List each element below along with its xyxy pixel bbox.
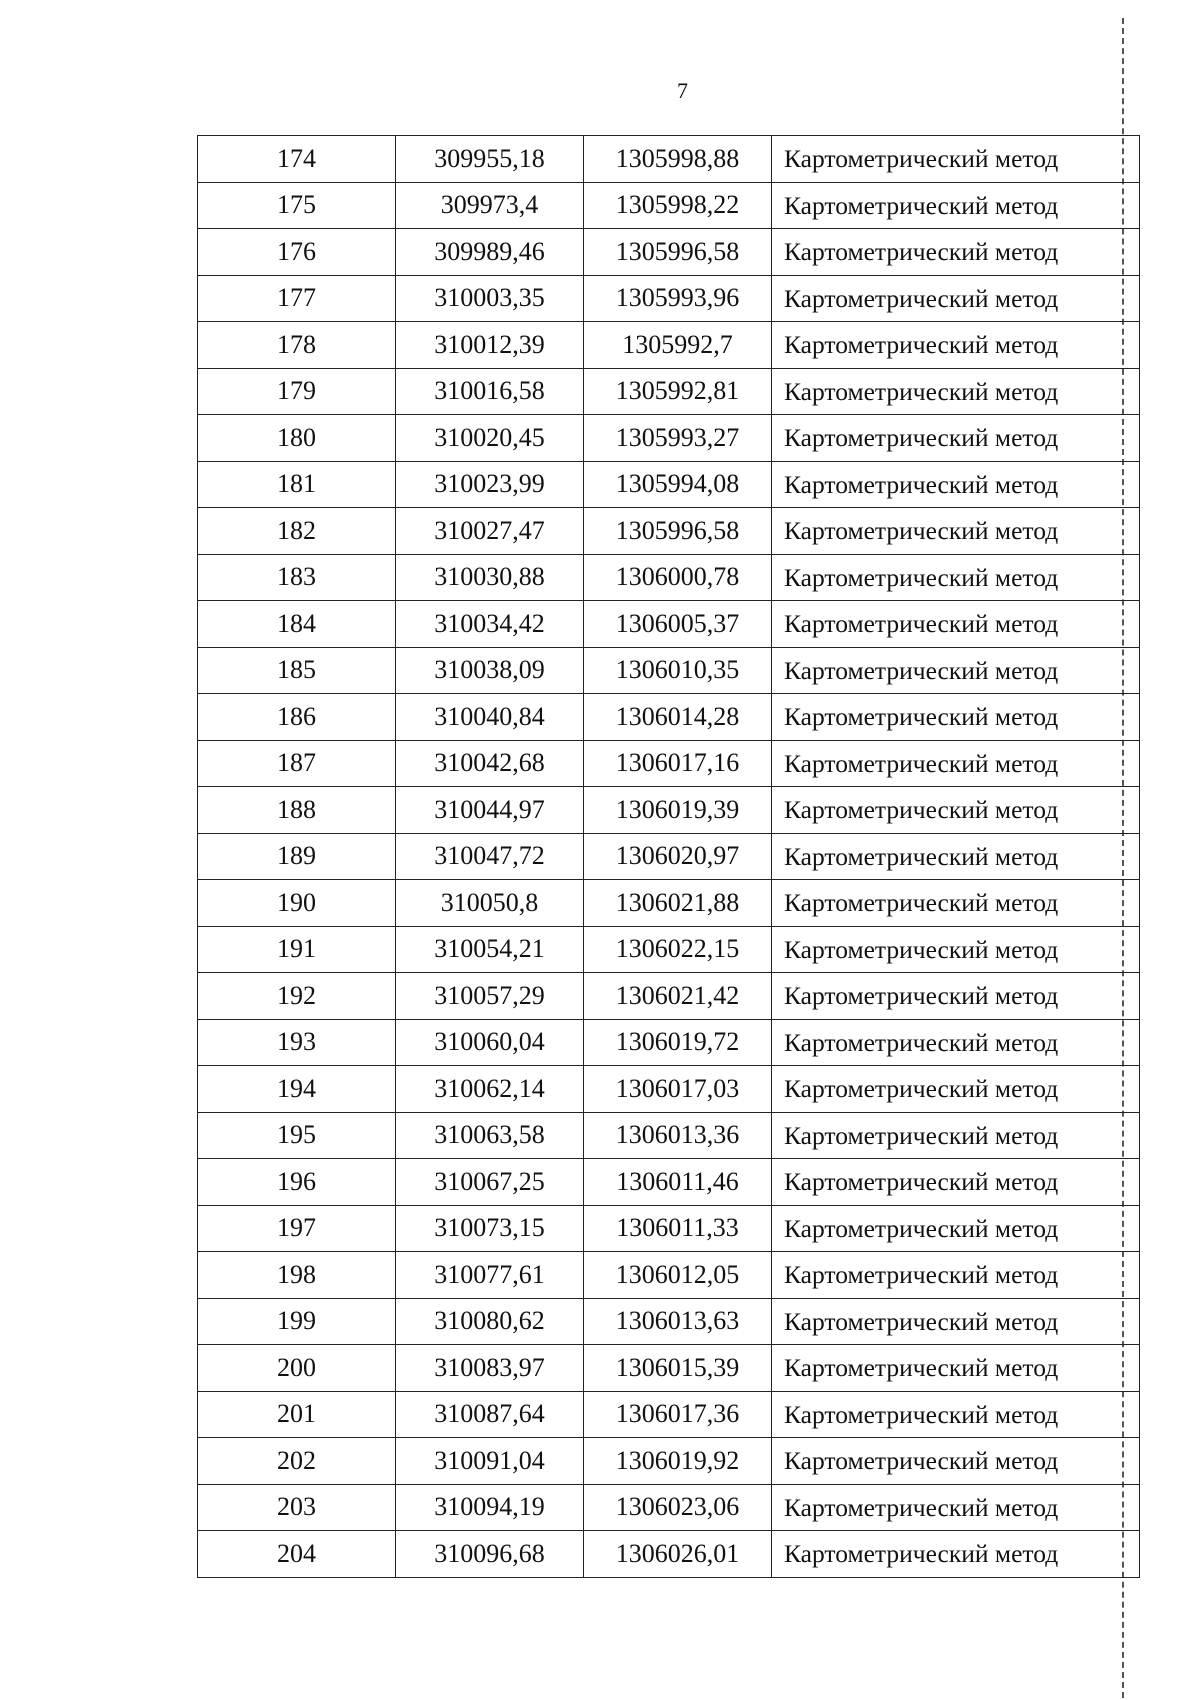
method-cell: Картометрический метод: [772, 1531, 1140, 1578]
table-row: [198, 182, 1140, 229]
table-row: [198, 1066, 1140, 1113]
x-coordinate-cell: 310030,88: [396, 554, 584, 601]
x-coordinate-cell: 310091,04: [396, 1438, 584, 1485]
method-cell: Картометрический метод: [772, 926, 1140, 973]
method-cell: Картометрический метод: [772, 182, 1140, 229]
x-coordinate-cell: 310094,19: [396, 1484, 584, 1531]
table-row: [198, 833, 1140, 880]
y-coordinate-cell: 1305994,08: [584, 461, 772, 508]
point-number-cell: 188: [198, 787, 396, 834]
y-coordinate-cell: 1306019,72: [584, 1019, 772, 1066]
x-coordinate-cell: 309955,18: [396, 136, 584, 183]
y-coordinate-cell: 1306000,78: [584, 554, 772, 601]
table-row: [198, 1112, 1140, 1159]
y-coordinate-cell: 1306005,37: [584, 601, 772, 648]
table-row: [198, 1205, 1140, 1252]
x-coordinate-cell: 310023,99: [396, 461, 584, 508]
method-cell: Картометрический метод: [772, 554, 1140, 601]
table-row: [198, 322, 1140, 369]
coordinates-table: [197, 135, 1140, 1578]
x-coordinate-cell: 310034,42: [396, 601, 584, 648]
y-coordinate-cell: 1306017,36: [584, 1391, 772, 1438]
method-cell: Картометрический метод: [772, 1252, 1140, 1299]
point-number-cell: 185: [198, 647, 396, 694]
y-coordinate-cell: 1306013,36: [584, 1112, 772, 1159]
point-number-cell: 178: [198, 322, 396, 369]
coordinates-table-body: [198, 136, 1140, 1578]
page-number: 7: [677, 78, 688, 103]
point-number-cell: 202: [198, 1438, 396, 1485]
table-row: [198, 461, 1140, 508]
table-row: [198, 136, 1140, 183]
point-number-cell: 180: [198, 415, 396, 462]
point-number-cell: 203: [198, 1484, 396, 1531]
y-coordinate-cell: 1306019,92: [584, 1438, 772, 1485]
method-cell: Картометрический метод: [772, 368, 1140, 415]
method-cell: Картометрический метод: [772, 1159, 1140, 1206]
y-coordinate-cell: 1306026,01: [584, 1531, 772, 1578]
table-row: [198, 229, 1140, 276]
table-row: [198, 1531, 1140, 1578]
y-coordinate-cell: 1305996,58: [584, 229, 772, 276]
y-coordinate-cell: 1306011,33: [584, 1205, 772, 1252]
point-number-cell: 187: [198, 740, 396, 787]
table-row: [198, 926, 1140, 973]
x-coordinate-cell: 310054,21: [396, 926, 584, 973]
point-number-cell: 195: [198, 1112, 396, 1159]
method-cell: Картометрический метод: [772, 1205, 1140, 1252]
point-number-cell: 193: [198, 1019, 396, 1066]
method-cell: Картометрический метод: [772, 787, 1140, 834]
method-cell: Картометрический метод: [772, 508, 1140, 555]
table-row: [198, 1298, 1140, 1345]
x-coordinate-cell: 310060,04: [396, 1019, 584, 1066]
y-coordinate-cell: 1305992,7: [584, 322, 772, 369]
point-number-cell: 197: [198, 1205, 396, 1252]
method-cell: Картометрический метод: [772, 880, 1140, 927]
x-coordinate-cell: 310063,58: [396, 1112, 584, 1159]
x-coordinate-cell: 310038,09: [396, 647, 584, 694]
method-cell: Картометрический метод: [772, 322, 1140, 369]
y-coordinate-cell: 1305992,81: [584, 368, 772, 415]
y-coordinate-cell: 1306014,28: [584, 694, 772, 741]
x-coordinate-cell: 310073,15: [396, 1205, 584, 1252]
point-number-cell: 184: [198, 601, 396, 648]
point-number-cell: 183: [198, 554, 396, 601]
x-coordinate-cell: 310047,72: [396, 833, 584, 880]
method-cell: Картометрический метод: [772, 1066, 1140, 1113]
y-coordinate-cell: 1306015,39: [584, 1345, 772, 1392]
method-cell: Картометрический метод: [772, 461, 1140, 508]
x-coordinate-cell: 310016,58: [396, 368, 584, 415]
point-number-cell: 186: [198, 694, 396, 741]
method-cell: Картометрический метод: [772, 229, 1140, 276]
method-cell: Картометрический метод: [772, 833, 1140, 880]
table-row: [198, 647, 1140, 694]
point-number-cell: 176: [198, 229, 396, 276]
x-coordinate-cell: 310096,68: [396, 1531, 584, 1578]
y-coordinate-cell: 1306019,39: [584, 787, 772, 834]
method-cell: Картометрический метод: [772, 1438, 1140, 1485]
x-coordinate-cell: 310042,68: [396, 740, 584, 787]
table-row: [198, 694, 1140, 741]
point-number-cell: 181: [198, 461, 396, 508]
x-coordinate-cell: 310050,8: [396, 880, 584, 927]
table-row: [198, 1345, 1140, 1392]
table-row: [198, 275, 1140, 322]
point-number-cell: 200: [198, 1345, 396, 1392]
point-number-cell: 174: [198, 136, 396, 183]
x-coordinate-cell: 310080,62: [396, 1298, 584, 1345]
method-cell: Картометрический метод: [772, 1484, 1140, 1531]
method-cell: Картометрический метод: [772, 136, 1140, 183]
x-coordinate-cell: 309989,46: [396, 229, 584, 276]
x-coordinate-cell: 310083,97: [396, 1345, 584, 1392]
y-coordinate-cell: 1306021,88: [584, 880, 772, 927]
x-coordinate-cell: 310027,47: [396, 508, 584, 555]
point-number-cell: 204: [198, 1531, 396, 1578]
point-number-cell: 199: [198, 1298, 396, 1345]
x-coordinate-cell: 310012,39: [396, 322, 584, 369]
y-coordinate-cell: 1306011,46: [584, 1159, 772, 1206]
x-coordinate-cell: 310040,84: [396, 694, 584, 741]
point-number-cell: 201: [198, 1391, 396, 1438]
table-row: [198, 880, 1140, 927]
x-coordinate-cell: 310020,45: [396, 415, 584, 462]
point-number-cell: 182: [198, 508, 396, 555]
point-number-cell: 190: [198, 880, 396, 927]
method-cell: Картометрический метод: [772, 1112, 1140, 1159]
table-row: [198, 368, 1140, 415]
x-coordinate-cell: 310087,64: [396, 1391, 584, 1438]
point-number-cell: 191: [198, 926, 396, 973]
point-number-cell: 192: [198, 973, 396, 1020]
y-coordinate-cell: 1306017,16: [584, 740, 772, 787]
table-row: [198, 1391, 1140, 1438]
method-cell: Картометрический метод: [772, 647, 1140, 694]
y-coordinate-cell: 1306017,03: [584, 1066, 772, 1113]
y-coordinate-cell: 1305998,22: [584, 182, 772, 229]
point-number-cell: 189: [198, 833, 396, 880]
point-number-cell: 179: [198, 368, 396, 415]
table-row: [198, 508, 1140, 555]
method-cell: Картометрический метод: [772, 1391, 1140, 1438]
x-coordinate-cell: 310057,29: [396, 973, 584, 1020]
table-row: [198, 601, 1140, 648]
table-row: [198, 1159, 1140, 1206]
y-coordinate-cell: 1306012,05: [584, 1252, 772, 1299]
method-cell: Картометрический метод: [772, 1298, 1140, 1345]
y-coordinate-cell: 1306013,63: [584, 1298, 772, 1345]
y-coordinate-cell: 1306010,35: [584, 647, 772, 694]
method-cell: Картометрический метод: [772, 1019, 1140, 1066]
y-coordinate-cell: 1306023,06: [584, 1484, 772, 1531]
y-coordinate-cell: 1306020,97: [584, 833, 772, 880]
table-row: [198, 1484, 1140, 1531]
method-cell: Картометрический метод: [772, 415, 1140, 462]
table-row: [198, 1019, 1140, 1066]
table-row: [198, 787, 1140, 834]
y-coordinate-cell: 1305996,58: [584, 508, 772, 555]
table-row: [198, 1252, 1140, 1299]
point-number-cell: 194: [198, 1066, 396, 1113]
x-coordinate-cell: 310077,61: [396, 1252, 584, 1299]
point-number-cell: 177: [198, 275, 396, 322]
y-coordinate-cell: 1305998,88: [584, 136, 772, 183]
x-coordinate-cell: 310044,97: [396, 787, 584, 834]
method-cell: Картометрический метод: [772, 1345, 1140, 1392]
y-coordinate-cell: 1306021,42: [584, 973, 772, 1020]
point-number-cell: 175: [198, 182, 396, 229]
method-cell: Картометрический метод: [772, 275, 1140, 322]
table-row: [198, 415, 1140, 462]
table-row: [198, 740, 1140, 787]
table-row: [198, 1438, 1140, 1485]
table-row: [198, 554, 1140, 601]
method-cell: Картометрический метод: [772, 973, 1140, 1020]
method-cell: Картометрический метод: [772, 740, 1140, 787]
y-coordinate-cell: 1305993,96: [584, 275, 772, 322]
x-coordinate-cell: 310062,14: [396, 1066, 584, 1113]
point-number-cell: 198: [198, 1252, 396, 1299]
method-cell: Картометрический метод: [772, 694, 1140, 741]
x-coordinate-cell: 309973,4: [396, 182, 584, 229]
x-coordinate-cell: 310067,25: [396, 1159, 584, 1206]
method-cell: Картометрический метод: [772, 601, 1140, 648]
point-number-cell: 196: [198, 1159, 396, 1206]
table-row: [198, 973, 1140, 1020]
y-coordinate-cell: 1305993,27: [584, 415, 772, 462]
x-coordinate-cell: 310003,35: [396, 275, 584, 322]
y-coordinate-cell: 1306022,15: [584, 926, 772, 973]
